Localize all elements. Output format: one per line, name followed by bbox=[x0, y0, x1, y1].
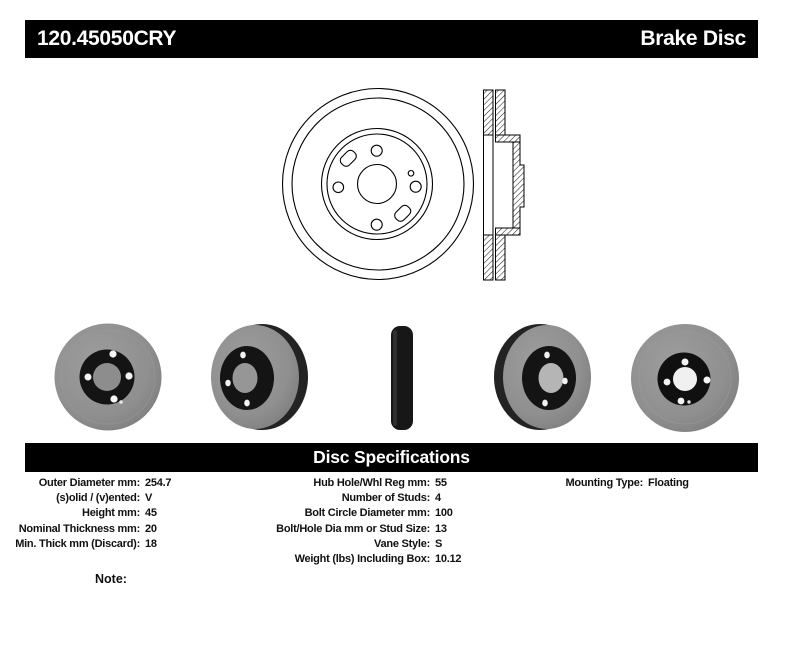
spec-label: Height mm: bbox=[82, 507, 140, 520]
spec-label: Min. Thick mm (Discard): bbox=[15, 537, 140, 550]
spec-value: 45 bbox=[145, 507, 157, 520]
spec-value: 20 bbox=[145, 522, 157, 535]
photo-front-view-right bbox=[631, 324, 739, 432]
spec-row bbox=[8, 506, 171, 521]
spec-value: V bbox=[145, 492, 153, 505]
spec-value: 55 bbox=[435, 477, 447, 489]
outer-diameter-circle bbox=[283, 89, 474, 280]
hat-mounting-face bbox=[513, 142, 524, 228]
spec-value: Floating bbox=[648, 477, 689, 489]
section-plate bbox=[484, 235, 494, 280]
spec-row bbox=[265, 506, 461, 521]
hub-slot bbox=[338, 148, 358, 168]
spec-row bbox=[265, 552, 461, 567]
spec-row bbox=[265, 476, 461, 491]
spec-value: 10.12 bbox=[435, 553, 462, 566]
spec-value: 254.7 bbox=[145, 477, 172, 489]
friction-ring-circle bbox=[292, 98, 464, 270]
product-type-title: Brake Disc bbox=[640, 27, 746, 50]
technical-drawing bbox=[250, 75, 560, 305]
stud-hole bbox=[371, 145, 382, 156]
hub-slot bbox=[393, 203, 413, 223]
spec-value: 100 bbox=[435, 507, 453, 520]
front-view-drawing bbox=[283, 89, 474, 280]
spec-row bbox=[8, 491, 171, 506]
spec-value: 18 bbox=[145, 537, 157, 550]
section-plate bbox=[496, 235, 506, 280]
note-label: Note: bbox=[95, 572, 127, 586]
part-number: 120.45050CRY bbox=[37, 27, 177, 50]
spec-label: Number of Studs: bbox=[341, 492, 430, 505]
spec-value: S bbox=[435, 537, 443, 550]
spec-row bbox=[265, 537, 461, 552]
spec-label: Weight (lbs) Including Box: bbox=[294, 553, 430, 566]
spec-row bbox=[8, 537, 171, 552]
spec-row bbox=[8, 522, 171, 537]
stud-hole bbox=[371, 219, 382, 230]
photo-edge-view bbox=[391, 326, 413, 430]
spec-label: Bolt Circle Diameter mm: bbox=[304, 507, 430, 520]
spec-column-right bbox=[553, 476, 689, 491]
photo-angled-view-right bbox=[494, 324, 591, 430]
section-plate bbox=[496, 90, 506, 135]
pin-hole bbox=[408, 171, 414, 177]
section-plate bbox=[484, 90, 494, 135]
spec-label: Outer Diameter mm: bbox=[38, 477, 140, 489]
stud-hole bbox=[410, 181, 421, 192]
hat-wall bbox=[496, 135, 521, 142]
photo-angled-view-left bbox=[211, 324, 308, 430]
spec-label: Hub Hole/Whl Reg mm: bbox=[313, 477, 430, 489]
cross-section-drawing bbox=[484, 90, 525, 280]
spec-row bbox=[8, 476, 171, 491]
header-bar bbox=[25, 20, 758, 58]
spec-column-left bbox=[8, 476, 171, 552]
spec-value: 13 bbox=[435, 522, 447, 535]
center-bore-circle bbox=[358, 165, 397, 204]
product-photos bbox=[0, 315, 800, 440]
spec-label: Mounting Type: bbox=[565, 477, 643, 489]
spec-value: 4 bbox=[435, 492, 441, 505]
hat-wall bbox=[496, 228, 521, 235]
spec-label: (s)olid / (v)ented: bbox=[56, 492, 140, 505]
photo-front-view-left bbox=[55, 324, 162, 431]
spec-label: Bolt/Hole Dia mm or Stud Size: bbox=[276, 522, 430, 535]
spec-row bbox=[265, 491, 461, 506]
stud-hole bbox=[333, 182, 344, 193]
spec-label: Nominal Thickness mm: bbox=[18, 522, 140, 535]
spec-column-middle bbox=[265, 476, 461, 567]
spec-section-title: Disc Specifications bbox=[313, 447, 470, 467]
spec-section-bar bbox=[25, 443, 758, 472]
spec-row bbox=[553, 476, 689, 491]
spec-row bbox=[265, 522, 461, 537]
spec-label: Vane Style: bbox=[374, 537, 430, 550]
section-plate bbox=[484, 135, 494, 235]
